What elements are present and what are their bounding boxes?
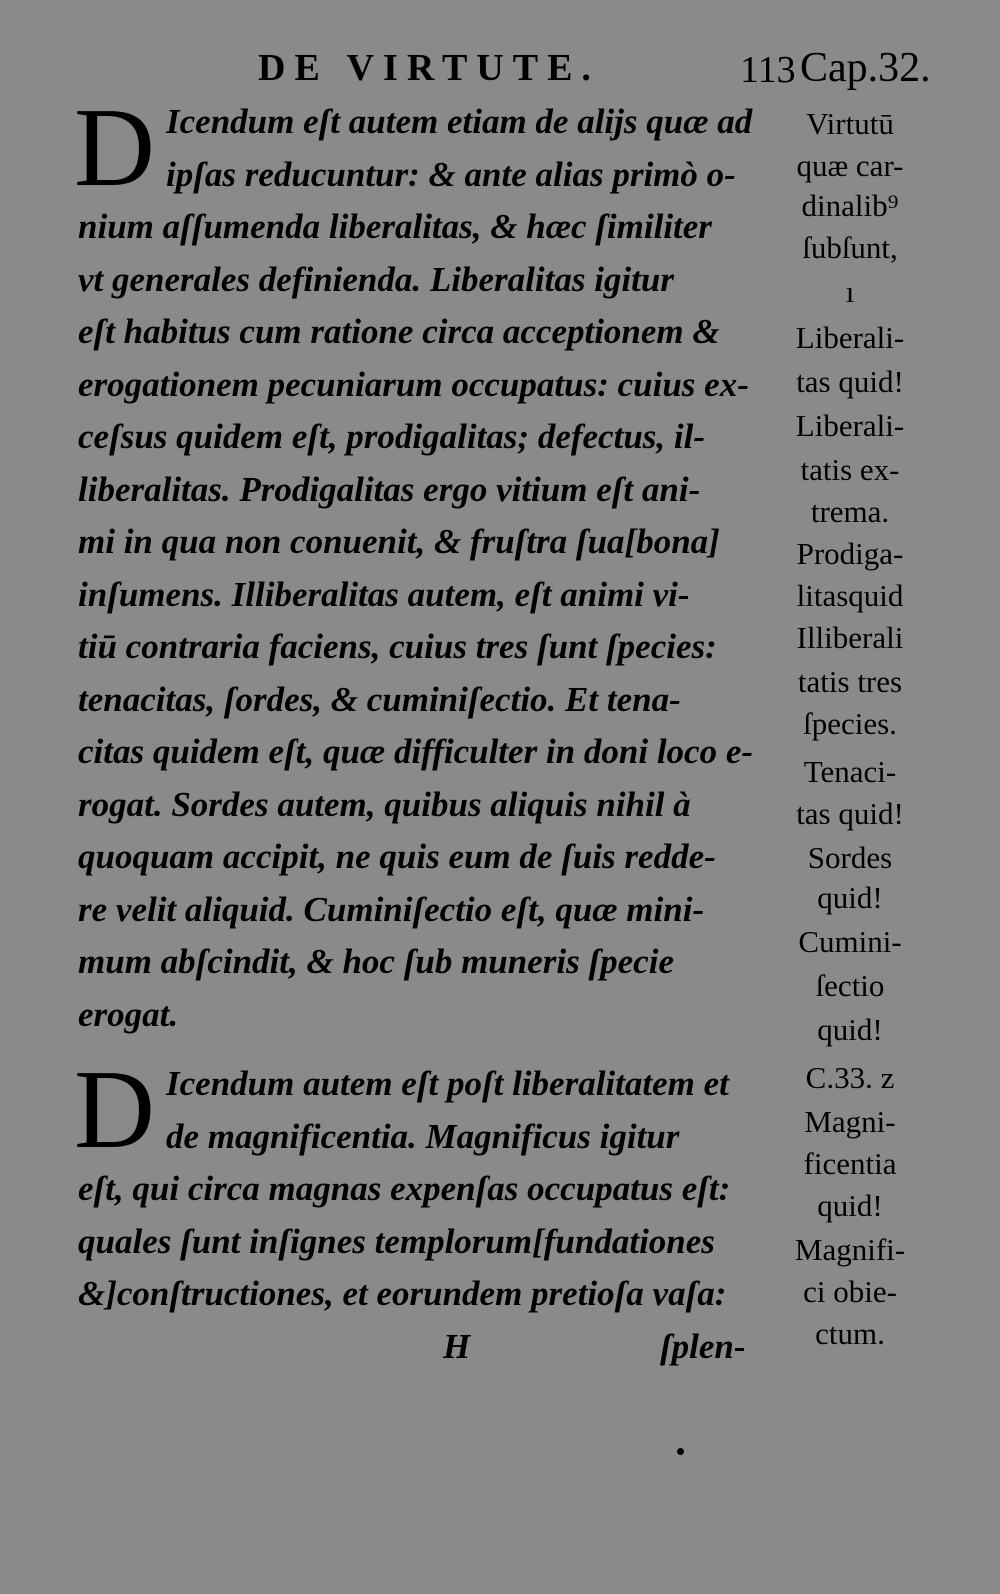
text-line: liberalitas. Prodigalitas ergo vitium eſt ani- [78, 469, 701, 509]
margin-note: ctum. [815, 1316, 885, 1351]
margin-note: litasquid [796, 578, 904, 613]
drop-cap: D [74, 1048, 155, 1172]
text-line: mi in qua non conuenit, & fruſtra ſua[bona] [78, 522, 720, 561]
margin-note: Prodiga- [796, 536, 904, 571]
chapter-label: Cap.32. [800, 45, 931, 91]
margin-note: Illiberali [796, 620, 904, 655]
catchword: ſplen- [660, 1326, 746, 1366]
margin-note: quid! [817, 1012, 883, 1047]
margin-note: ſectio [815, 968, 885, 1003]
chapter-33-text [74, 1048, 778, 1373]
margin-note: quid! [817, 880, 883, 915]
signature-mark: H [443, 1326, 471, 1366]
text-line: eſt habitus cum ratione circa acceptionem & [78, 312, 720, 351]
margin-note: trema. [810, 494, 890, 529]
text-line: quales ſunt inſignes templorum[fundationes [78, 1221, 715, 1261]
margin-note: Tenaci- [803, 754, 897, 789]
margin-note: Liberali- [795, 320, 905, 355]
margin-note: quæ car- [796, 148, 904, 183]
text-line: erogationem pecuniarum occupatus: cuius ex- [78, 364, 749, 404]
margin-note: tas quid! [796, 796, 904, 831]
margin-note: tatis tres [797, 664, 903, 699]
text-line: re velit aliquid. Cuminiſectio eſt, quæ mini- [78, 889, 705, 929]
text-line: inſumens. Illiberalitas autem, eſt animi vi- [78, 574, 690, 614]
margin-note: C.33. z [805, 1060, 895, 1095]
margin-note: Cumini- [798, 924, 902, 959]
margin-note: ficentia [803, 1146, 897, 1181]
text-line: erogat. [78, 994, 179, 1034]
text-line: de magnificentia. Magnificus igitur [166, 1116, 680, 1156]
text-line: nium aſſumenda liberalitas, & hæc ſimiliter [78, 207, 712, 246]
text-line: &]conſtructiones, et eorundem pretioſa vaſa: [78, 1274, 727, 1313]
margin-note: ı [845, 274, 855, 309]
margin-note: Liberali- [795, 408, 905, 443]
text-line: ipſas reducuntur: & ante alias primò o- [166, 154, 736, 194]
text-line: tenacitas, ſordes, & cuminiſectio. Et tena- [78, 679, 681, 719]
text-line: quoquam accipit, ne quis eum de ſuis redde- [78, 837, 716, 876]
signature-line [78, 1321, 778, 1374]
text-line: vt generales definienda. Liberalitas igitur [78, 259, 674, 299]
text-line: Icendum autem eſt poſt liberalitatem et [166, 1064, 729, 1103]
text-line: citas quidem eſt, quæ difficulter in doni loco e- [78, 732, 754, 771]
margin-note: ſpecies. [803, 706, 897, 741]
margin-note: dinalib⁹ [801, 188, 899, 223]
page-number: 113 [740, 49, 796, 91]
chapter-32-text [74, 86, 778, 1041]
margin-note: quid! [817, 1188, 883, 1223]
margin-note: tas quid! [796, 364, 904, 399]
margin-note: Virtutū [806, 106, 894, 141]
drop-cap: D [74, 86, 155, 210]
margin-note: Magnifi- [794, 1232, 906, 1267]
text-line: tiū contraria faciens, cuius tres ſunt ſpecies: [78, 627, 717, 666]
text-line: eſt, qui circa magnas expenſas occupatus eſt: [78, 1169, 731, 1208]
margin-note: Magni- [804, 1104, 896, 1139]
text-line: ceſsus quidem eſt, prodigalitas; defectus, il- [78, 417, 706, 456]
text-line: rogat. Sordes autem, quibus aliquis nihil à [78, 784, 691, 824]
margin-note: tatis ex- [800, 452, 900, 487]
ink-speck [677, 1448, 684, 1455]
margin-note: Sordes [807, 840, 893, 875]
text-line: Icendum eſt autem etiam de alijs quæ ad [166, 102, 753, 141]
running-title: DE VIRTUTE. [258, 47, 600, 89]
text-line: mum abſcindit, & hoc ſub muneris ſpecie [78, 942, 674, 981]
margin-note: ci obie- [803, 1274, 897, 1309]
margin-note: ſubſunt, [802, 230, 898, 265]
